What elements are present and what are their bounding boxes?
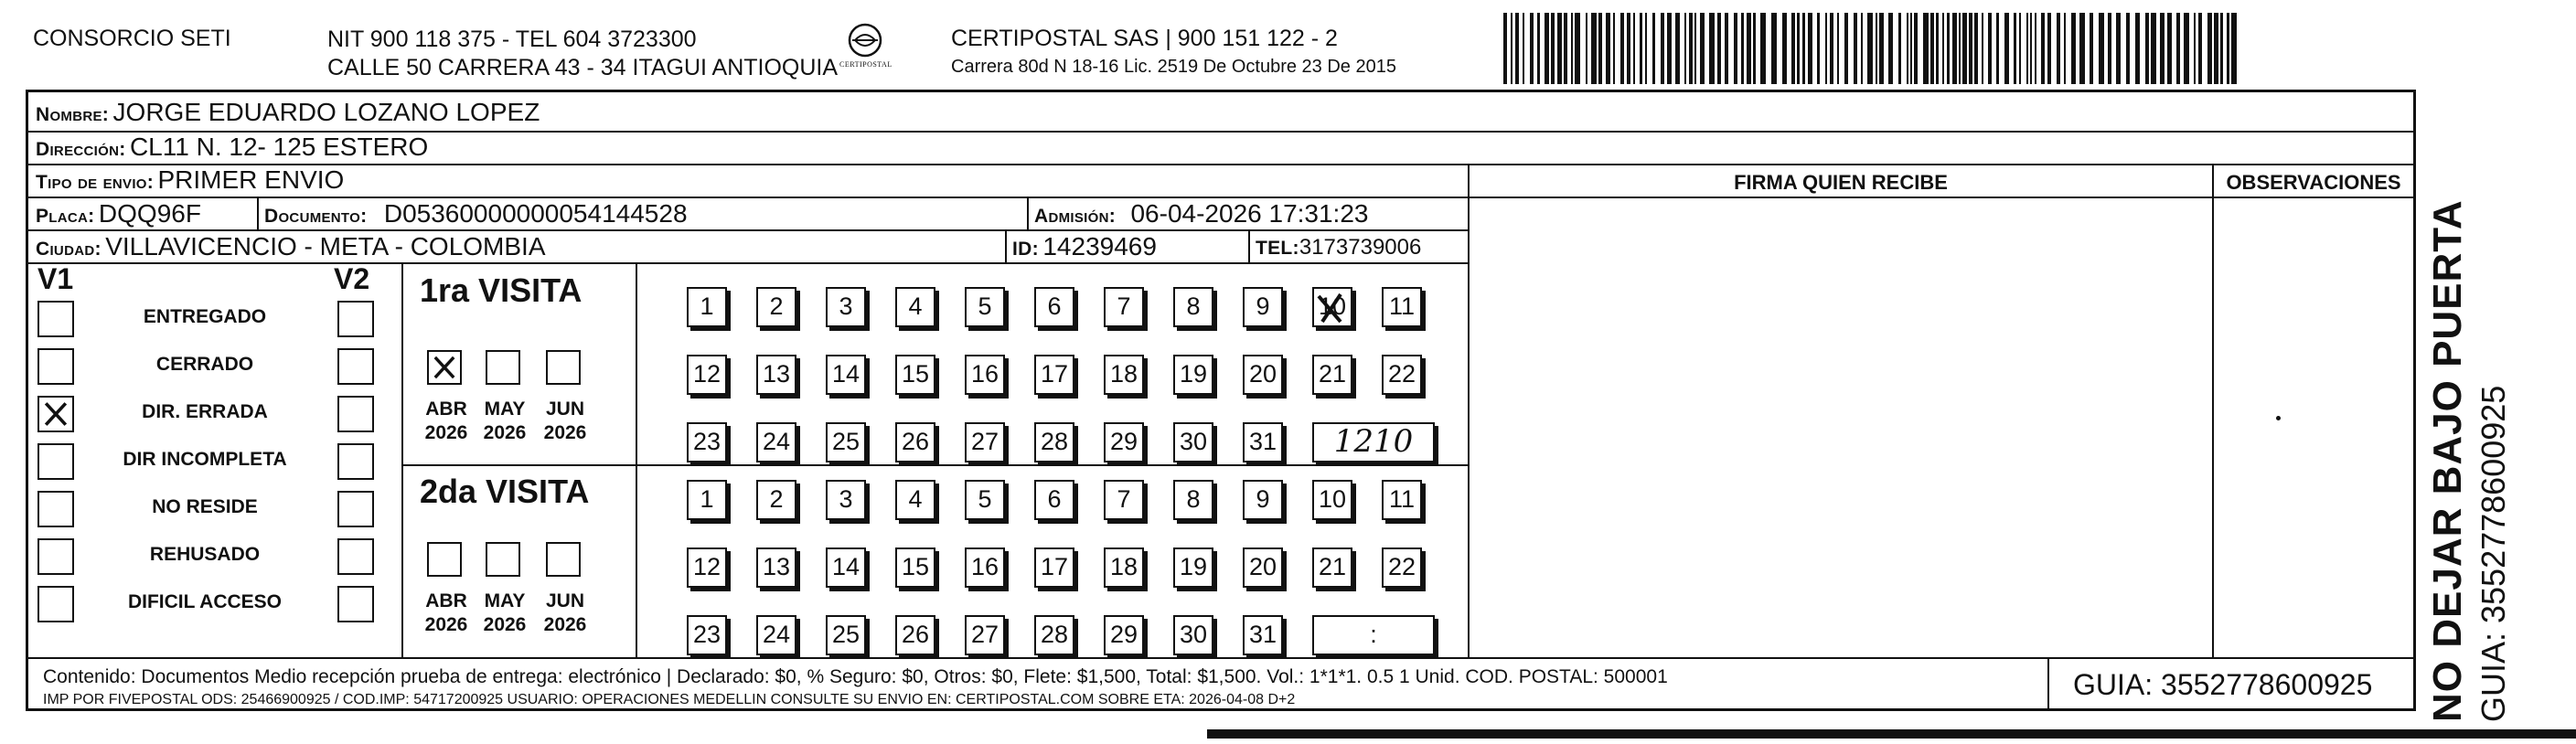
barcode-bar — [1640, 13, 1642, 84]
day-box[interactable]: 21 — [1312, 547, 1352, 588]
day-box[interactable]: 4 — [895, 480, 935, 520]
ciudad-value: VILLAVICENCIO - META - COLOMBIA — [105, 232, 546, 260]
barcode-bar — [2214, 13, 2218, 84]
day-box[interactable]: 8 — [1173, 287, 1213, 327]
day-box[interactable]: 29 — [1104, 422, 1144, 462]
day-box[interactable]: 4 — [895, 287, 935, 327]
barcode-bar — [1575, 13, 1580, 84]
month-checkbox[interactable] — [427, 542, 462, 577]
barcode-bar — [1930, 13, 1934, 84]
v2-header: V2 — [334, 262, 370, 295]
tel-field — [1256, 235, 1421, 260]
day-box[interactable]: 11 — [1382, 287, 1422, 327]
certipostal-line1: CERTIPOSTAL SAS | 900 151 122 - 2 — [951, 26, 1338, 51]
side-text — [2425, 199, 2513, 722]
barcode-bar — [2207, 13, 2212, 84]
day-box[interactable]: 9 — [1243, 480, 1283, 520]
month-year: 2026 — [424, 422, 468, 443]
day-box[interactable]: 23 — [687, 615, 727, 655]
barcode-bar — [1817, 13, 1820, 84]
barcode-bar — [1503, 13, 1507, 84]
month-name: ABR — [425, 590, 467, 611]
day-box[interactable]: 21 — [1312, 355, 1352, 395]
barcode-bar — [1598, 13, 1602, 84]
id-field — [1012, 232, 1157, 261]
day-box[interactable]: 15 — [895, 355, 935, 395]
barcode-bar — [1962, 13, 1967, 84]
month-label — [537, 398, 593, 445]
day-box[interactable]: 13 — [756, 547, 796, 588]
logo-icon — [847, 22, 883, 58]
time-box[interactable]: : — [1312, 615, 1435, 655]
status-label: DIR INCOMPLETA — [123, 449, 287, 470]
barcode-bar — [2090, 13, 2093, 84]
barcode-bar — [1667, 13, 1672, 84]
barcode-bar — [1734, 13, 1737, 84]
admision-label: Admisión: — [1034, 206, 1117, 227]
barcode-bar — [1675, 13, 1680, 84]
day-box[interactable]: 8 — [1173, 480, 1213, 520]
day-box[interactable]: 30 — [1173, 615, 1213, 655]
barcode-bar — [2064, 13, 2066, 84]
barcode-bar — [2184, 13, 2189, 84]
barcode-bar — [1633, 13, 1635, 84]
month-name: JUN — [545, 590, 584, 611]
barcode-bar — [2227, 13, 2229, 84]
barcode-bar — [1969, 13, 1972, 84]
barcode-bar — [1725, 13, 1728, 84]
barcode-bar — [1861, 13, 1863, 84]
barcode-bar — [2160, 13, 2164, 84]
month-label — [418, 398, 475, 445]
barcode-bar — [2071, 13, 2076, 84]
name-label: Nombre: — [36, 104, 110, 125]
barcode-bar — [1591, 13, 1597, 84]
day-box[interactable]: 14 — [826, 547, 866, 588]
barcode-bar — [1867, 13, 1873, 84]
barcode-bar — [2198, 13, 2202, 84]
day-box[interactable]: 6 — [1034, 480, 1074, 520]
barcode-bar — [1652, 13, 1655, 84]
barcode-bar — [1551, 13, 1555, 84]
status-label: REHUSADO — [149, 544, 261, 565]
barcode-bar — [1645, 13, 1647, 84]
month-name: ABR — [425, 399, 467, 420]
day-box[interactable]: 11 — [1382, 480, 1422, 520]
barcode-bar — [1564, 13, 1567, 84]
day-box[interactable]: 24 — [756, 615, 796, 655]
status-label: CERRADO — [155, 354, 254, 375]
barcode-bar — [2151, 13, 2156, 84]
nit-line: NIT 900 118 375 - TEL 604 3723300 — [327, 27, 697, 52]
name-field — [36, 98, 540, 127]
side-notice: NO DEJAR BAJO PUERTA — [2425, 199, 2470, 722]
certipostal-line2: Carrera 80d N 18-16 Lic. 2519 De Octubre 23 De 2015 — [951, 57, 1396, 77]
month-name: JUN — [545, 399, 584, 420]
bottom-edge-bar — [1207, 729, 2576, 739]
barcode-bar — [1515, 13, 1519, 84]
month-name: MAY — [484, 399, 526, 420]
day-box[interactable]: 29 — [1104, 615, 1144, 655]
barcode-bar — [1753, 13, 1756, 84]
barcode-bar — [2079, 13, 2085, 84]
v1-checkbox[interactable] — [37, 586, 74, 622]
address-field — [36, 133, 428, 162]
v2-checkbox[interactable] — [337, 538, 374, 575]
barcode-bar — [1879, 13, 1884, 84]
barcode-bar — [1888, 13, 1893, 84]
day-box[interactable]: 20 — [1243, 547, 1283, 588]
barcode-bar — [1914, 13, 1918, 84]
footer-content-line: Contenido: Documentos Medio recepción prueba de entrega: electrónico | Declarado: $0, % Seguro: $0, Otros: $0, Flete: $1,500, Total: $1,500. Vol.: 1*1*1. 0.5 1 Unid. COD. POSTAL: 500001 — [43, 666, 1668, 687]
v2-checkbox[interactable] — [337, 348, 374, 385]
day-box[interactable]: 16 — [965, 355, 1005, 395]
barcode-bar — [1830, 13, 1833, 84]
barcode-bar — [1982, 13, 1983, 84]
barcode-bar — [1523, 13, 1524, 84]
month-year: 2026 — [483, 422, 527, 443]
day-box[interactable]: 2 — [756, 480, 796, 520]
admision-field — [1034, 199, 1368, 229]
day-box[interactable]: 7 — [1104, 480, 1144, 520]
day-box[interactable]: 19 — [1173, 547, 1213, 588]
day-box[interactable]: 5 — [965, 480, 1005, 520]
status-label: ENTREGADO — [143, 306, 267, 327]
month-checkbox[interactable] — [546, 350, 581, 385]
month-checkbox[interactable] — [486, 350, 520, 385]
documento-field — [264, 199, 688, 229]
barcode-bar — [2176, 13, 2180, 84]
v1-checkbox[interactable] — [37, 301, 74, 337]
day-box[interactable]: 14 — [826, 355, 866, 395]
day-box[interactable]: 10 — [1312, 480, 1352, 520]
observaciones-header: OBSERVACIONES — [2226, 171, 2401, 194]
day-box[interactable]: 2 — [756, 287, 796, 327]
month-name: MAY — [484, 590, 526, 611]
day-box[interactable]: 26 — [895, 422, 935, 462]
time-box[interactable]: 1210 — [1312, 422, 1435, 462]
barcode-bar — [2026, 13, 2028, 84]
day-box[interactable]: 25 — [826, 422, 866, 462]
day-box[interactable]: 18 — [1104, 355, 1144, 395]
day-box[interactable]: 5 — [965, 287, 1005, 327]
envio-label: Tipo de envio: — [36, 172, 155, 193]
day-box[interactable]: 26 — [895, 615, 935, 655]
day-box[interactable]: 18 — [1104, 547, 1144, 588]
barcode-bar — [1684, 13, 1686, 84]
barcode-bar — [1802, 13, 1805, 84]
v1-checkbox[interactable] — [37, 491, 74, 527]
barcode-bar — [1537, 13, 1540, 84]
admision-value: 06-04-2026 17:31:23 — [1130, 199, 1369, 228]
month-checkbox[interactable] — [427, 350, 462, 385]
barcode-bar — [1910, 13, 1912, 84]
day-box[interactable]: 13 — [756, 355, 796, 395]
v1-checkbox[interactable] — [37, 538, 74, 575]
barcode-bar — [2057, 13, 2060, 84]
barcode-bar — [1689, 13, 1693, 84]
placa-value: DQQ96F — [98, 199, 201, 228]
firma-header: FIRMA QUIEN RECIBE — [1734, 171, 1948, 194]
barcode-bar — [2019, 13, 2021, 84]
barcode-bar — [1942, 13, 1944, 84]
status-label: NO RESIDE — [152, 496, 258, 517]
barcode-bar — [2126, 13, 2130, 84]
ciudad-field — [36, 232, 546, 261]
delivery-form — [26, 90, 2416, 711]
barcode-bar — [2047, 13, 2051, 84]
day-box[interactable]: 31 — [1243, 615, 1283, 655]
day-box[interactable]: 25 — [826, 615, 866, 655]
barcode-bar — [1988, 13, 1992, 84]
month-year: 2026 — [543, 614, 587, 635]
day-box[interactable]: 24 — [756, 422, 796, 462]
day-box[interactable]: 23 — [687, 422, 727, 462]
barcode-bar — [2014, 13, 2016, 84]
barcode-bar — [1717, 13, 1721, 84]
day-box[interactable]: 9 — [1243, 287, 1283, 327]
v1-checkbox[interactable] — [37, 443, 74, 480]
barcode-bar — [1825, 13, 1827, 84]
barcode-bar — [1837, 13, 1839, 84]
barcode-bar — [1741, 13, 1744, 84]
barcode-bar — [1791, 13, 1795, 84]
barcode-bar — [2108, 13, 2111, 84]
v2-checkbox[interactable] — [337, 491, 374, 527]
month-year: 2026 — [543, 422, 587, 443]
barcode-bar — [2035, 13, 2036, 84]
day-box[interactable]: 10 — [1312, 287, 1352, 327]
placa-field — [36, 199, 201, 229]
tel-label: TEL: — [1256, 238, 1299, 259]
month-label — [476, 398, 533, 445]
day-box[interactable]: 6 — [1034, 287, 1074, 327]
v1-header: V1 — [37, 262, 74, 295]
day-box[interactable]: 22 — [1382, 355, 1422, 395]
tel-value: 3173739006 — [1299, 235, 1422, 260]
day-box[interactable]: 19 — [1173, 355, 1213, 395]
barcode-bar — [1747, 13, 1751, 84]
month-checkbox[interactable] — [486, 542, 520, 577]
certipostal-logo — [839, 22, 891, 75]
day-box[interactable]: 28 — [1034, 615, 1074, 655]
barcode-bar — [1627, 13, 1630, 84]
barcode-bar — [1996, 13, 1999, 84]
barcode-bar — [1936, 13, 1939, 84]
address-line: CALLE 50 CARRERA 43 - 34 ITAGUI ANTIOQUIA — [327, 55, 839, 80]
barcode-bar — [2167, 13, 2172, 84]
day-box[interactable]: 1 — [687, 287, 727, 327]
month-checkbox[interactable] — [546, 542, 581, 577]
barcode-bar — [1782, 13, 1787, 84]
documento-value: D05360000000054144528 — [383, 199, 688, 228]
month-label — [476, 590, 533, 637]
barcode-bar — [1854, 13, 1857, 84]
company-name: CONSORCIO SETI — [33, 26, 231, 51]
barcode-bar — [1771, 13, 1777, 84]
v1-checkbox[interactable] — [37, 396, 74, 432]
barcode-bar — [2030, 13, 2032, 84]
month-year: 2026 — [424, 614, 468, 635]
barcode-bar — [2145, 13, 2149, 84]
day-box[interactable]: 12 — [687, 355, 727, 395]
ciudad-label: Ciudad: — [36, 239, 102, 260]
visit1-title: 1ra VISITA — [420, 271, 583, 309]
day-box[interactable]: 1 — [687, 480, 727, 520]
barcode-bar — [1808, 13, 1812, 84]
barcode-bar — [2099, 13, 2104, 84]
company-contact — [327, 26, 838, 82]
barcode-bar — [1923, 13, 1929, 84]
visit2-title: 2da VISITA — [420, 473, 590, 510]
month-label — [537, 590, 593, 637]
barcode-bar — [2135, 13, 2140, 84]
day-box[interactable]: 30 — [1173, 422, 1213, 462]
day-box[interactable]: 27 — [965, 615, 1005, 655]
barcode — [1502, 11, 2242, 86]
day-box[interactable]: 28 — [1034, 422, 1074, 462]
barcode-bar — [1545, 13, 1549, 84]
id-value: 14239469 — [1042, 232, 1157, 260]
barcode-bar — [1797, 13, 1800, 84]
footer-print-line: IMP POR FIVEPOSTAL ODS: 25466900925 / COD.IMP: 54717200925 USUARIO: OPERACIONES MEDELLIN CONSULTE SU ENVIO EN: CERTIPOSTAL.COM SOBRE ETA: 2026-04-08 D+2 — [43, 692, 1296, 707]
barcode-bar — [2220, 13, 2223, 84]
barcode-bar — [1876, 13, 1877, 84]
barcode-bar — [1694, 13, 1696, 84]
day-box[interactable]: 31 — [1243, 422, 1283, 462]
stray-mark — [2276, 416, 2281, 420]
status-label: DIFICIL ACCESO — [127, 591, 282, 612]
day-box[interactable]: 17 — [1034, 355, 1074, 395]
status-label: DIR. ERRADA — [142, 401, 268, 422]
barcode-bar — [1620, 13, 1624, 84]
barcode-bar — [1709, 13, 1715, 84]
barcode-bar — [2194, 13, 2196, 84]
v2-checkbox[interactable] — [337, 301, 374, 337]
day-box[interactable]: 27 — [965, 422, 1005, 462]
barcode-bar — [1974, 13, 1978, 84]
barcode-bar — [1700, 13, 1705, 84]
envio-value: PRIMER ENVIO — [157, 165, 345, 194]
barcode-bar — [1530, 13, 1534, 84]
v2-checkbox[interactable] — [337, 396, 374, 432]
day-box[interactable]: 3 — [826, 480, 866, 520]
name-value: JORGE EDUARDO LOZANO LOPEZ — [112, 98, 540, 126]
v1-checkbox[interactable] — [37, 348, 74, 385]
barcode-bar — [1947, 13, 1950, 84]
barcode-bar — [1571, 13, 1573, 84]
day-box[interactable]: 7 — [1104, 287, 1144, 327]
documento-label: Documento: — [264, 206, 368, 227]
day-box[interactable]: 17 — [1034, 547, 1074, 588]
barcode-bar — [1661, 13, 1664, 84]
side-guia: GUIA: 3552778600925 — [2474, 385, 2512, 722]
barcode-bar — [1606, 13, 1610, 84]
day-box[interactable]: 20 — [1243, 355, 1283, 395]
logo-text: CERTIPOSTAL — [839, 60, 893, 69]
barcode-bar — [1760, 13, 1766, 84]
barcode-bar — [1959, 13, 1961, 84]
barcode-bar — [2041, 13, 2045, 84]
day-box[interactable]: 22 — [1382, 547, 1422, 588]
barcode-bar — [2231, 13, 2237, 84]
barcode-bar — [2004, 13, 2009, 84]
v2-checkbox[interactable] — [337, 586, 374, 622]
id-label: ID: — [1012, 239, 1039, 260]
barcode-bar — [1844, 13, 1848, 84]
barcode-bar — [1511, 13, 1512, 84]
barcode-bar — [1586, 13, 1587, 84]
address-value: CL11 N. 12- 125 ESTERO — [129, 133, 429, 161]
address-label: Dirección: — [36, 139, 126, 160]
barcode-bar — [1613, 13, 1615, 84]
barcode-bar — [1898, 13, 1901, 84]
day-box[interactable]: 16 — [965, 547, 1005, 588]
envio-field — [36, 165, 344, 195]
v2-checkbox[interactable] — [337, 443, 374, 480]
month-year: 2026 — [483, 614, 527, 635]
guia-number: GUIA: 3552778600925 — [2073, 668, 2373, 701]
placa-label: Placa: — [36, 206, 95, 227]
barcode-bar — [1907, 13, 1908, 84]
day-box[interactable]: 3 — [826, 287, 866, 327]
barcode-bar — [2116, 13, 2121, 84]
barcode-bar — [1952, 13, 1957, 84]
day-box[interactable]: 15 — [895, 547, 935, 588]
month-label — [418, 590, 475, 637]
barcode-bar — [1557, 13, 1562, 84]
day-box[interactable]: 12 — [687, 547, 727, 588]
